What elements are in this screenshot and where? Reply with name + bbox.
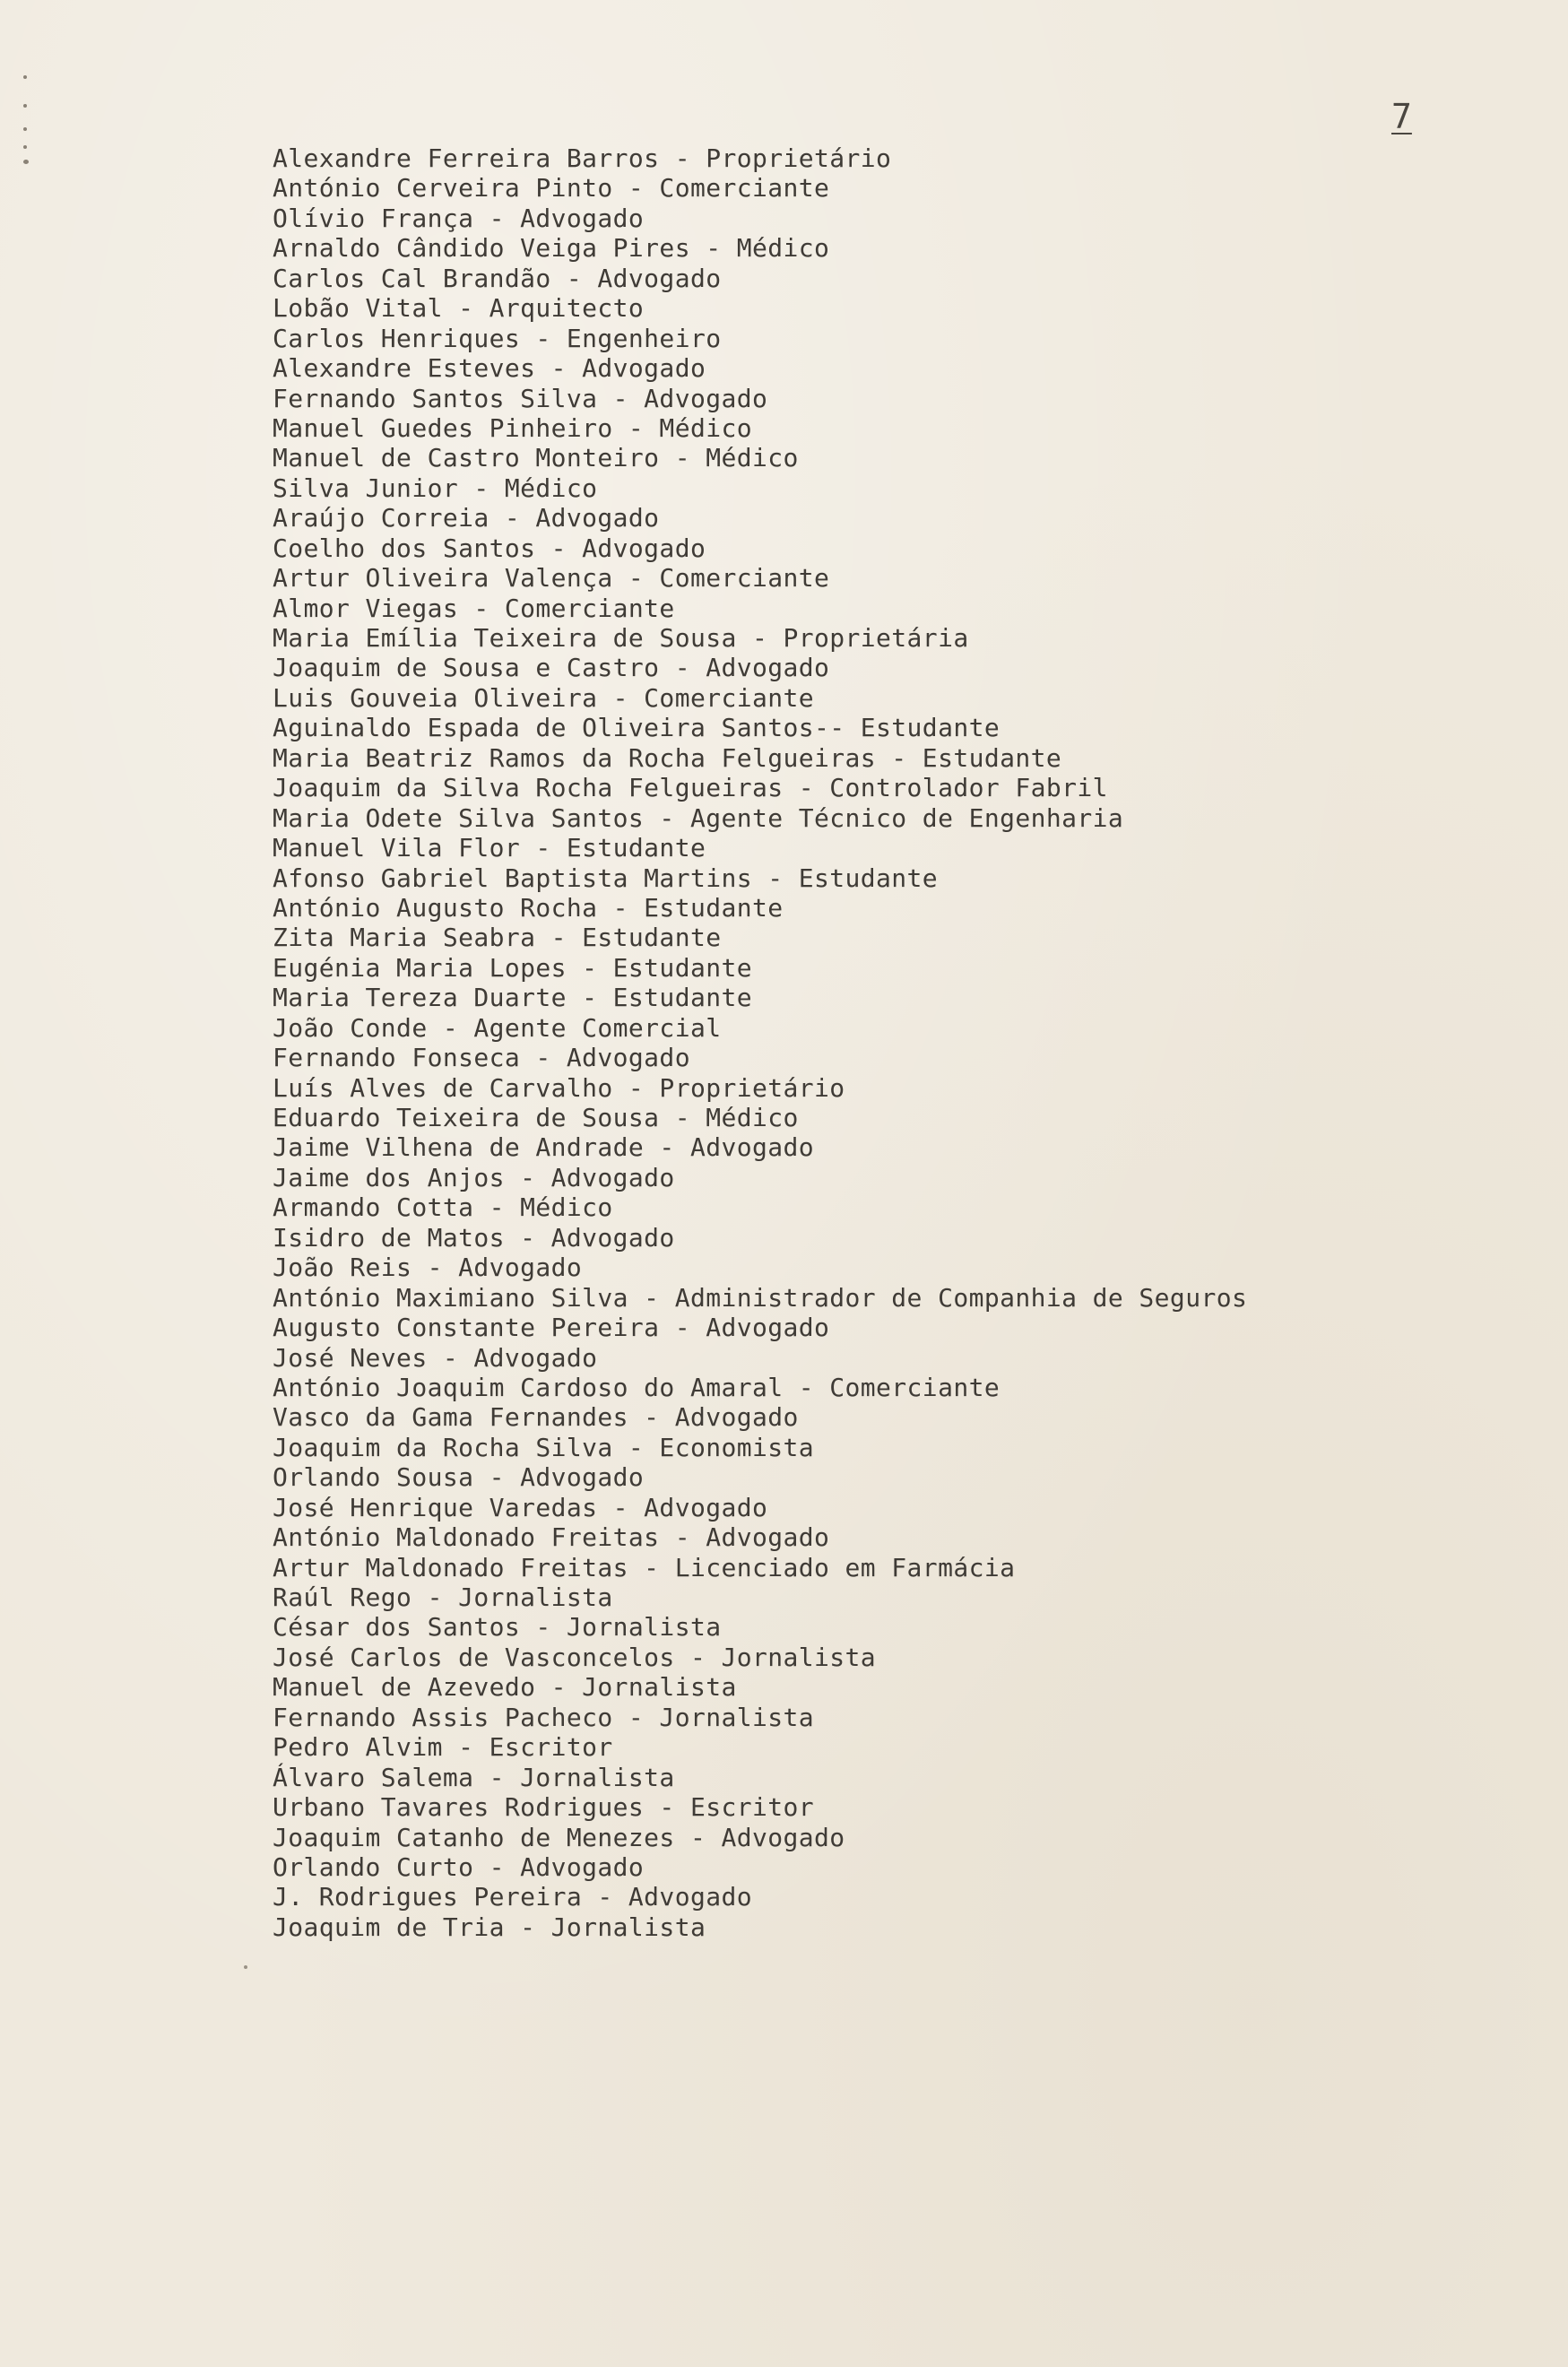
list-entry: Orlando Sousa - Advogado [273, 1462, 645, 1493]
list-entry: Carlos Henriques - Engenheiro [273, 323, 722, 353]
list-entry: Álvaro Salema - Jornalista [273, 1762, 675, 1792]
list-entry: Jaime Vilhena de Andrade - Advogado [273, 1132, 815, 1163]
list-entry: Vasco da Gama Fernandes - Advogado [273, 1402, 799, 1433]
list-entry: Fernando Santos Silva - Advogado [273, 383, 768, 413]
list-entry: Joaquim da Silva Rocha Felgueiras - Controlador Fabril [273, 773, 1108, 803]
list-entry: João Conde - Agente Comercial [273, 1012, 722, 1043]
list-entry: António Maldonado Freitas - Advogado [273, 1522, 830, 1553]
list-entry: Artur Oliveira Valença - Comerciante [273, 563, 830, 594]
list-entry: Zita Maria Seabra - Estudante [273, 923, 722, 953]
list-entry: Maria Emília Teixeira de Sousa - Proprietária [273, 623, 969, 653]
list-entry: Armando Cotta - Médico [273, 1192, 613, 1223]
list-entry: Orlando Curto - Advogado [273, 1851, 645, 1882]
list-entry: Jaime dos Anjos - Advogado [273, 1162, 675, 1192]
list-entry: José Neves - Advogado [273, 1342, 598, 1373]
list-entry: José Carlos de Vasconcelos - Jornalista [273, 1642, 877, 1672]
list-entry: Maria Tereza Duarte - Estudante [273, 983, 752, 1013]
list-entry: Manuel Guedes Pinheiro - Médico [273, 412, 752, 443]
list-entry: Manuel Vila Flor - Estudante [273, 833, 706, 863]
list-entry: Arnaldo Cândido Veiga Pires - Médico [273, 233, 830, 264]
list-entry: Eduardo Teixeira de Sousa - Médico [273, 1103, 799, 1132]
list-entry: Urbano Tavares Rodrigues - Escritor [273, 1792, 815, 1823]
list-entry: Olívio França - Advogado [273, 203, 645, 233]
name-occupation-list [273, 143, 1247, 1942]
list-entry: Eugénia Maria Lopes - Estudante [273, 952, 752, 983]
list-entry: Lobão Vital - Arquitecto [273, 293, 645, 324]
list-entry: António Augusto Rocha - Estudante [273, 892, 784, 923]
list-entry: Luis Gouveia Oliveira - Comerciante [273, 682, 815, 713]
list-entry: João Reis - Advogado [273, 1253, 583, 1283]
list-entry: Joaquim de Tria - Jornalista [273, 1912, 706, 1942]
list-entry: Aguinaldo Espada de Oliveira Santos-- Estudante [273, 713, 1001, 743]
list-entry: António Maximiano Silva - Administrador de Companhia de Seguros [273, 1282, 1248, 1313]
list-entry: Joaquim Catanho de Menezes - Advogado [273, 1822, 845, 1852]
list-entry: Fernando Assis Pacheco - Jornalista [273, 1702, 815, 1732]
list-entry: Fernando Fonseca - Advogado [273, 1043, 690, 1073]
list-entry: Joaquim de Sousa e Castro - Advogado [273, 653, 830, 683]
page-number: 7 [1391, 97, 1412, 136]
stray-ink-dot [244, 1965, 247, 1969]
list-entry: César dos Santos - Jornalista [273, 1612, 722, 1643]
list-entry: Maria Odete Silva Santos - Agente Técnico de Engenharia [273, 802, 1124, 833]
list-entry: António Joaquim Cardoso do Amaral - Comerciante [273, 1372, 1001, 1402]
list-entry: Joaquim da Rocha Silva - Economista [273, 1432, 815, 1462]
list-entry: Raúl Rego - Jornalista [273, 1582, 613, 1612]
margin-punch-marks [20, 72, 32, 170]
list-entry: Afonso Gabriel Baptista Martins - Estudante [273, 863, 939, 893]
list-entry: Maria Beatriz Ramos da Rocha Felgueiras - Estudante [273, 742, 1062, 773]
list-entry: J. Rodrigues Pereira - Advogado [273, 1882, 752, 1912]
list-entry: Artur Maldonado Freitas - Licenciado em Farmácia [273, 1552, 1016, 1582]
list-entry: Almor Viegas - Comerciante [273, 593, 675, 623]
list-entry: Manuel de Azevedo - Jornalista [273, 1672, 737, 1703]
list-entry: Araújo Correia - Advogado [273, 503, 660, 533]
list-entry: Luís Alves de Carvalho - Proprietário [273, 1072, 845, 1103]
list-entry: Pedro Alvim - Escritor [273, 1732, 613, 1763]
list-entry: Augusto Constante Pereira - Advogado [273, 1313, 830, 1343]
list-entry: Silva Junior - Médico [273, 473, 598, 503]
list-entry: Manuel de Castro Monteiro - Médico [273, 443, 799, 473]
list-entry: Alexandre Esteves - Advogado [273, 353, 706, 384]
list-entry: Isidro de Matos - Advogado [273, 1222, 675, 1253]
list-entry: Alexandre Ferreira Barros - Proprietário [273, 143, 892, 173]
list-entry: José Henrique Varedas - Advogado [273, 1492, 768, 1522]
list-entry: Coelho dos Santos - Advogado [273, 533, 706, 563]
list-entry: António Cerveira Pinto - Comerciante [273, 173, 830, 204]
list-entry: Carlos Cal Brandão - Advogado [273, 263, 722, 293]
